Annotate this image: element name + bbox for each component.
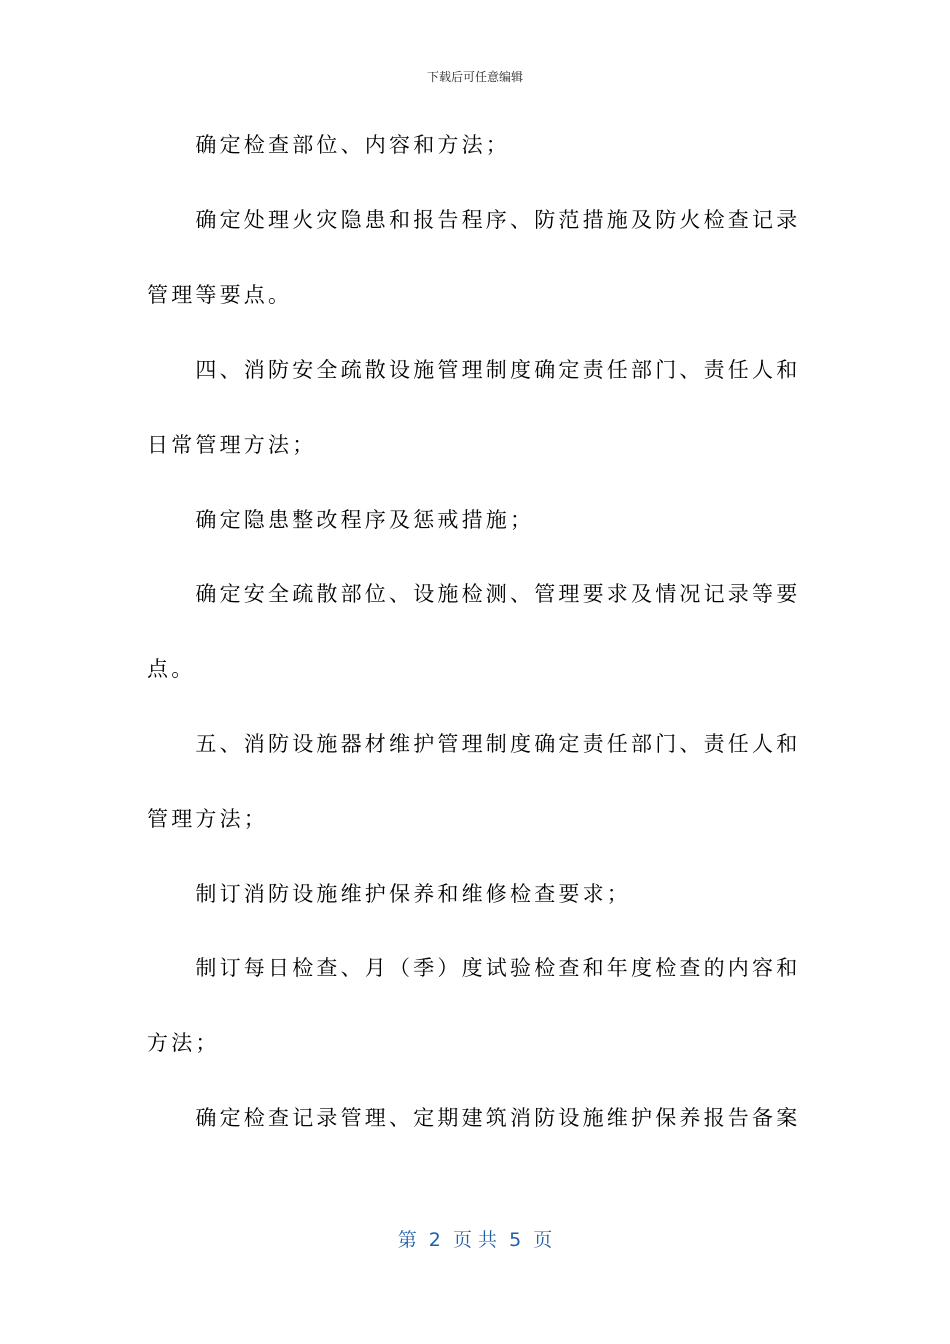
page-number-footer: 第 2 页 共 5 页 bbox=[397, 1229, 553, 1251]
text-line: 管理等要点。 bbox=[147, 283, 293, 307]
page-header: 下载后可任意编辑 bbox=[426, 70, 523, 84]
text-line: 四、消防安全疏散设施管理制度确定责任部门、责任人和 bbox=[147, 358, 801, 382]
text-line: 制订每日检查、月（季）度试验检查和年度检查的内容和 bbox=[147, 956, 801, 980]
text-line: 点。 bbox=[147, 657, 196, 681]
text-line: 确定隐患整改程序及惩戒措施； bbox=[147, 508, 535, 532]
text-line: 制订消防设施维护保养和维修检查要求； bbox=[147, 882, 631, 906]
text-line: 确定检查记录管理、定期建筑消防设施维护保养报告备案 bbox=[147, 1106, 801, 1130]
text-line: 确定处理火灾隐患和报告程序、防范措施及防火检查记录 bbox=[147, 208, 801, 232]
text-line: 日常管理方法； bbox=[147, 433, 317, 457]
text-line: 管理方法； bbox=[147, 807, 268, 831]
text-line: 五、消防设施器材维护管理制度确定责任部门、责任人和 bbox=[147, 732, 801, 756]
text-line: 确定安全疏散部位、设施检测、管理要求及情况记录等要 bbox=[147, 582, 801, 606]
text-line: 方法； bbox=[147, 1031, 220, 1055]
text-line: 确定检查部位、内容和方法； bbox=[147, 133, 510, 157]
